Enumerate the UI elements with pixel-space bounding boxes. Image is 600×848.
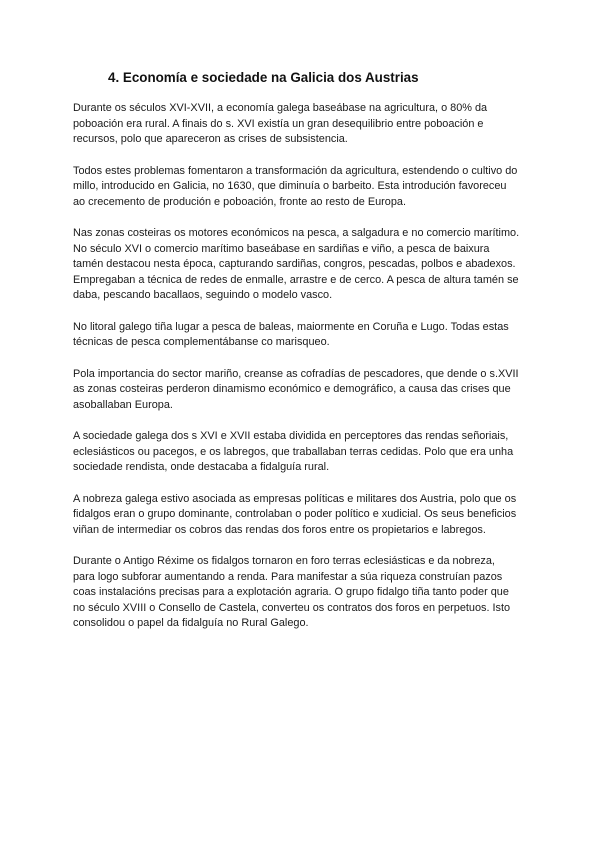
- text-line: asoballaban Europa.: [73, 398, 173, 411]
- paragraph-agriculture: [73, 164, 533, 211]
- text-line: daba, pescando bacallaos, seguindo o modelo vasco.: [73, 289, 333, 301]
- paragraph-antigo-rexime: [73, 554, 533, 632]
- text-line: fidalgos eran o grupo dominante, controlaban o poder político e xudicial. Os seus beneficios: [73, 508, 517, 520]
- text-line: eclesiásticos ou pacegos, e os labregos, que traballaban terras cedidas. Polo que era unha: [73, 445, 514, 458]
- text-line: consolidou o papel da fidalguía no Rural Galego.: [73, 617, 309, 629]
- paragraph-society: [73, 429, 533, 476]
- text-line: no século XVIII o Consello de Castela, converteu os contratos dos foros en perpetuos. Isto: [73, 601, 511, 614]
- text-line: Nas zonas costeiras os motores económicos na pesca, a salgadura e no comercio marítimo.: [73, 227, 520, 239]
- text-line: No litoral galego tiña lugar a pesca de baleas, maiormente en Coruña e Lugo. Todas estas: [73, 320, 509, 333]
- text-line: Pola importancia do sector mariño, creanse as cofradías de pescadores, que dende o s.XVII: [73, 367, 519, 380]
- text-line: Durante o Antigo Réxime os fidalgos tornaron en foro terras eclesiásticas e da nobreza,: [73, 555, 495, 567]
- text-line: coas instalacións precisas para a explotación agraria. O grupo fidalgo tiña tanto poder que: [73, 586, 509, 598]
- paragraph-nobility: [73, 492, 533, 539]
- text-line: viñan de intermediar os cobros das rendas dos foros entre os propietarios e labregos.: [73, 523, 486, 536]
- paragraph-economy: [73, 101, 533, 148]
- document-body: [73, 101, 533, 648]
- text-line: No século XVI o comercio marítimo baseábase en sardiñas e viño, a pesca de baixura: [73, 242, 490, 255]
- text-line: ao crecemento de produción e poboación, fronte ao resto de Europa.: [73, 195, 406, 208]
- text-line: Empregaban a técnica de redes de enmalle, arrastre e de cerco. A pesca de altura tamén se: [73, 273, 519, 286]
- document-title: 4. Economía e sociedade na Galicia dos Austrias: [108, 70, 419, 85]
- text-line: A sociedade galega dos s XVI e XVII estaba dividida en perceptores das rendas señoriais,: [73, 430, 509, 442]
- paragraph-cofradias: [73, 367, 533, 414]
- text-line: recursos, polo que apareceron as crises de subsistencia.: [73, 133, 348, 145]
- paragraph-whaling: [73, 320, 533, 351]
- text-line: poboación era rural. A finais do s. XVI existía un gran desequilibrio entre poboación e: [73, 117, 484, 130]
- text-line: millo, introducido en Galicia, no 1630, que diminuía o barbeito. Esta introdución favoreceu: [73, 180, 507, 192]
- text-line: tamén destacou nesta época, capturando sardiñas, congros, pescadas, polbos e abadexos.: [73, 258, 516, 270]
- text-line: as zonas costeiras perderon dinamismo económico e demográfico, a causa das crises que: [73, 383, 511, 395]
- text-line: sociedade rendista, onde destacaba a fidalguía rural.: [73, 461, 330, 473]
- text-line: Durante os séculos XVI-XVII, a economía galega baseábase na agricultura, o 80% da: [73, 102, 488, 114]
- text-line: Todos estes problemas fomentaron a transformación da agricultura, estendendo o cultivo do: [73, 164, 518, 177]
- paragraph-coastal-zones: [73, 226, 533, 304]
- text-line: A nobreza galega estivo asociada as empresas políticas e militares dos Austria, polo que os: [73, 492, 517, 505]
- text-line: técnicas de pesca complementábanse co marisqueo.: [73, 336, 330, 348]
- text-line: para logo subforar aumentando a renda. Para manifestar a súa riqueza construían pazos: [73, 570, 503, 583]
